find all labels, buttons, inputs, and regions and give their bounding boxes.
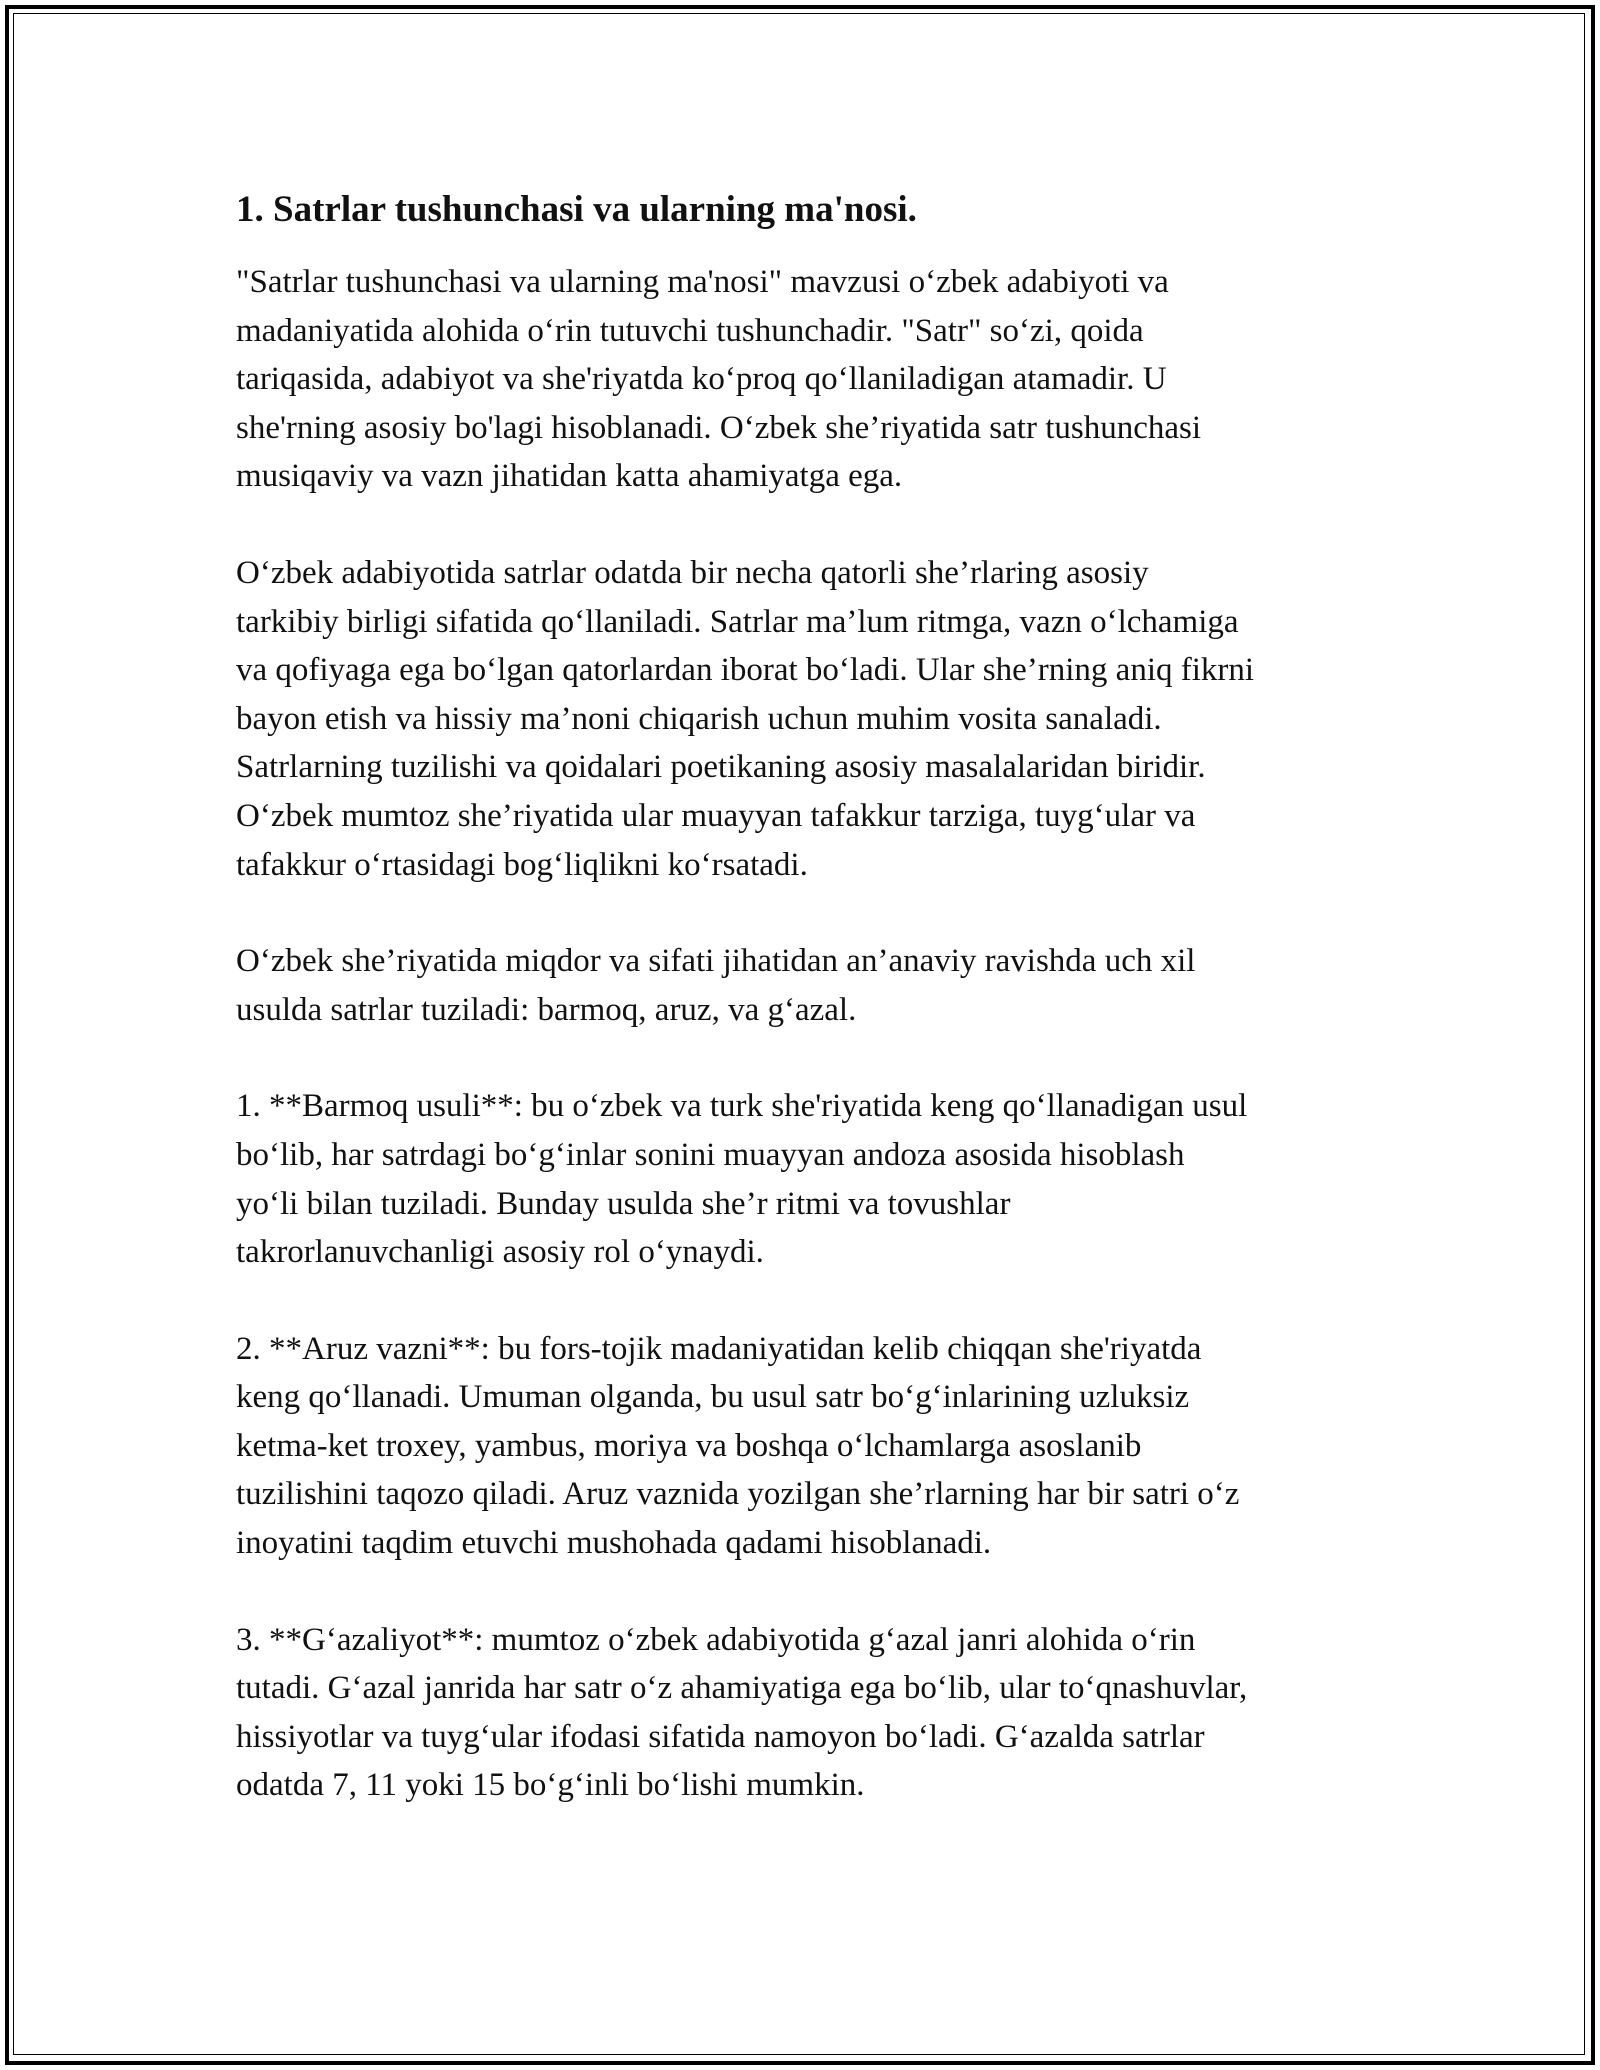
document-body <box>236 186 1386 1858</box>
text-line: 3. **G‘azaliyot**: mumtoz o‘zbek adabiyotida g‘azal janri alohida o‘rin <box>236 1621 1196 1658</box>
text-line: "Satrlar tushunchasi va ularning ma'nosi" mavzusi o‘zbek adabiyoti va <box>236 264 1169 300</box>
text-line: she'rning asosiy bo'lagi hisoblanadi. O‘zbek she’riyatida satr tushunchasi <box>236 409 1202 446</box>
text-line: ketma-ket troxey, yambus, moriya va boshqa o‘lchamlarga asoslanib <box>236 1427 1142 1464</box>
text-line: tutadi. G‘azal janrida har satr o‘z ahamiyatiga ega bo‘lib, ular to‘qnashuvlar, <box>236 1670 1248 1707</box>
text-line: O‘zbek she’riyatida miqdor va sifati jihatidan an’anaviy ravishda uch xil <box>236 943 1196 980</box>
text-line: usulda satrlar tuziladi: barmoq, aruz, va g‘azal. <box>236 991 857 1028</box>
section-heading: 1. Satrlar tushunchasi va ularning ma'nosi. <box>236 189 917 230</box>
text-line: inoyatini taqdim etuvchi mushohada qadami hisoblanadi. <box>236 1525 992 1562</box>
text-line: takrorlanuvchanligi asosiy rol o‘ynaydi. <box>236 1234 764 1271</box>
text-line: bayon etish va hissiy ma’noni chiqarish uchun muhim vosita sanaladi. <box>236 700 1162 737</box>
text-line: va qofiyaga ega bo‘lgan qatorlardan iborat bo‘ladi. Ular she’rning aniq fikrni <box>236 652 1255 689</box>
text-line: musiqaviy va vazn jihatidan katta ahamiyatga ega. <box>236 458 903 495</box>
paragraph-intro <box>236 258 1386 501</box>
text-line: keng qo‘llanadi. Umuman olganda, bu usul satr bo‘g‘inlarining uzluksiz <box>236 1379 1190 1416</box>
paragraph-barmoq <box>236 1082 1386 1276</box>
paragraph-methods-intro <box>236 937 1386 1034</box>
text-line: 2. **Aruz vazni**: bu fors-tojik madaniyatidan kelib chiqqan she'riyatda <box>236 1330 1202 1367</box>
text-line: odatda 7, 11 yoki 15 bo‘g‘inli bo‘lishi mumkin. <box>236 1767 865 1804</box>
paragraph-gazal <box>236 1616 1386 1810</box>
paragraph-aruz <box>236 1325 1386 1568</box>
text-line: O‘zbek mumtoz she’riyatida ular muayyan tafakkur tarziga, tuyg‘ular va <box>236 797 1196 834</box>
text-line: hissiyotlar va tuyg‘ular ifodasi sifatida namoyon bo‘ladi. G‘azalda satrlar <box>236 1718 1205 1755</box>
text-line: bo‘lib, har satrdagi bo‘g‘inlar sonini muayyan andoza asosida hisoblash <box>236 1136 1185 1173</box>
text-line: tarkibiy birligi sifatida qo‘llaniladi. Satrlar ma’lum ritmga, vazn o‘lchamiga <box>236 603 1239 640</box>
text-line: Satrlarning tuzilishi va qoidalari poetikaning asosiy masalalaridan biridir. <box>236 749 1206 786</box>
text-line: yo‘li bilan tuziladi. Bunday usulda she’r ritmi va tovushlar <box>236 1185 1011 1222</box>
text-line: tariqasida, adabiyot va she'riyatda ko‘proq qo‘llaniladigan atamadir. U <box>236 361 1167 398</box>
text-line: O‘zbek adabiyotida satrlar odatda bir necha qatorli she’rlaring asosiy <box>236 554 1149 591</box>
paragraph-structure <box>236 549 1386 889</box>
text-line: madaniyatida alohida o‘rin tutuvchi tushunchadir. "Satr" so‘zi, qoida <box>236 312 1144 349</box>
text-line: 1. **Barmoq usuli**: bu o‘zbek va turk she'riyatida keng qo‘llanadigan usul <box>236 1088 1248 1125</box>
text-line: tafakkur o‘rtasidagi bog‘liqlikni ko‘rsatadi. <box>236 846 808 883</box>
text-line: tuzilishini taqozo qiladi. Aruz vaznida yozilgan she’rlarning har bir satri o‘z <box>236 1476 1240 1513</box>
